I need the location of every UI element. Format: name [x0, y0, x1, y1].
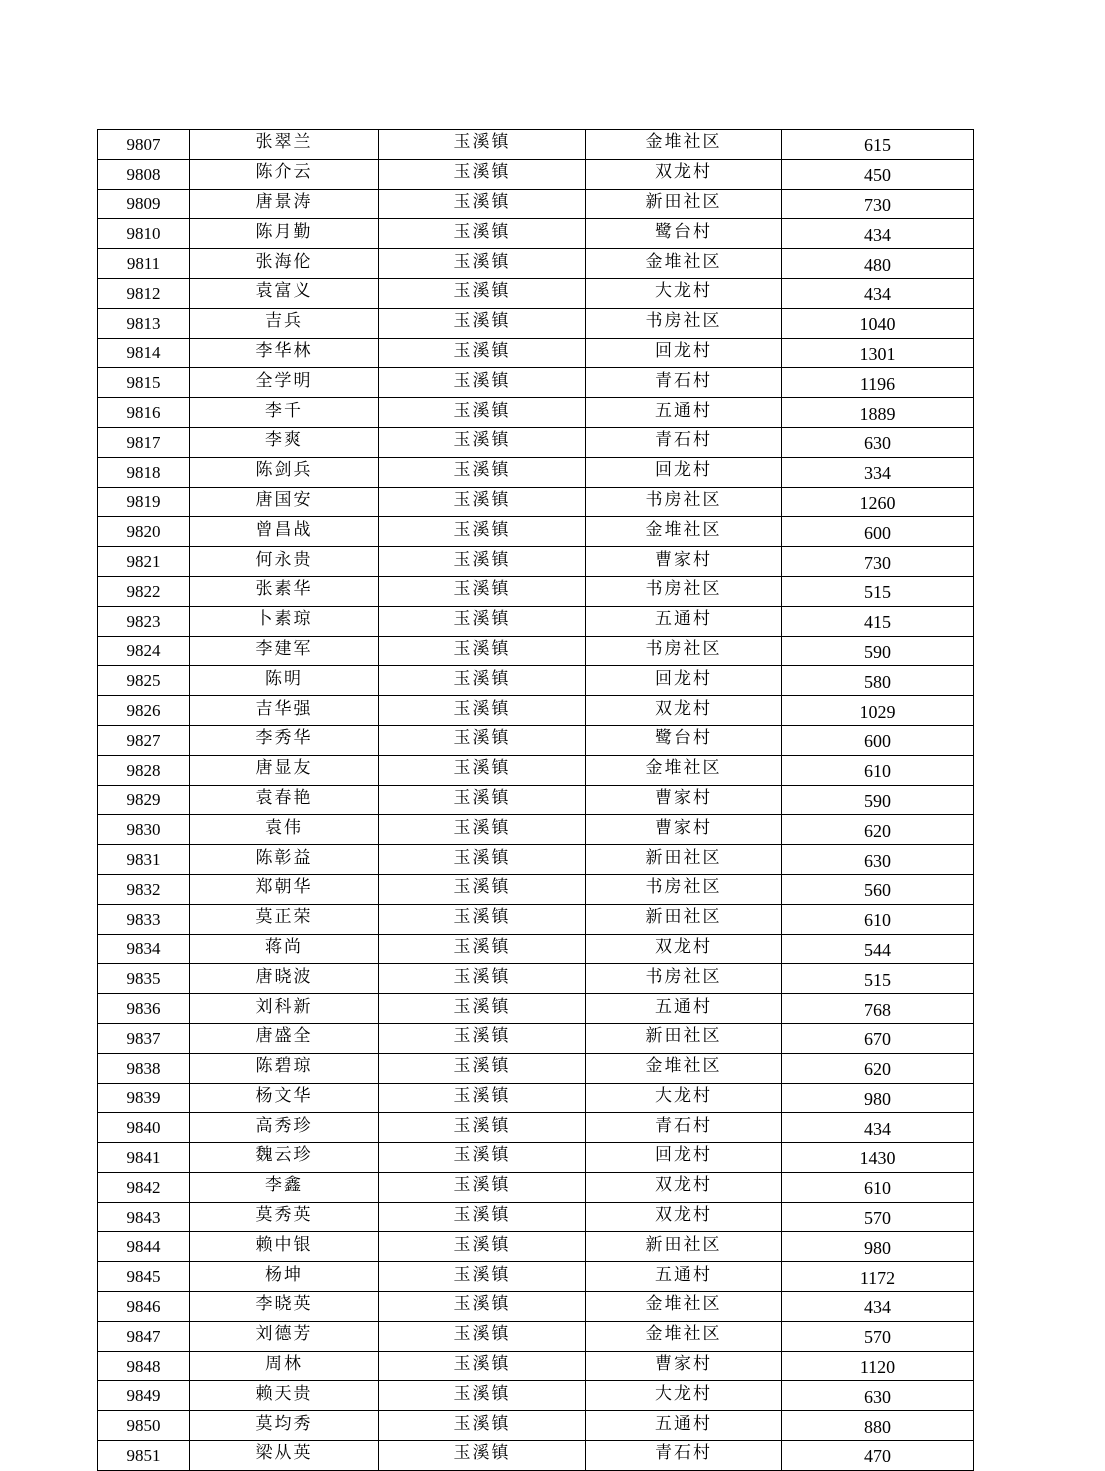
row-number-cell: 9830 — [98, 815, 190, 845]
amount-cell: 610 — [782, 1172, 974, 1202]
row-number-cell: 9835 — [98, 964, 190, 994]
name-cell: 赖中银 — [190, 1232, 379, 1262]
village-cell: 书房社区 — [586, 487, 782, 517]
town-cell: 玉溪镇 — [379, 368, 586, 398]
table-body — [98, 130, 974, 1471]
row-number-cell: 9845 — [98, 1262, 190, 1292]
row-number-cell: 9814 — [98, 338, 190, 368]
table-row — [98, 1053, 974, 1083]
town-cell: 玉溪镇 — [379, 487, 586, 517]
name-cell: 吉华强 — [190, 696, 379, 726]
village-cell: 五通村 — [586, 1411, 782, 1441]
name-cell: 陈碧琼 — [190, 1053, 379, 1083]
row-number-cell: 9841 — [98, 1143, 190, 1173]
name-cell: 魏云珍 — [190, 1143, 379, 1173]
village-cell: 金堆社区 — [586, 130, 782, 160]
village-cell: 书房社区 — [586, 576, 782, 606]
town-cell: 玉溪镇 — [379, 1023, 586, 1053]
name-cell: 吉兵 — [190, 308, 379, 338]
table-row — [98, 249, 974, 279]
town-cell: 玉溪镇 — [379, 1202, 586, 1232]
amount-cell: 434 — [782, 278, 974, 308]
amount-cell: 434 — [782, 219, 974, 249]
name-cell: 李晓英 — [190, 1292, 379, 1322]
name-cell: 唐景涛 — [190, 189, 379, 219]
amount-cell: 470 — [782, 1441, 974, 1471]
row-number-cell: 9838 — [98, 1053, 190, 1083]
amount-cell: 630 — [782, 427, 974, 457]
name-cell: 袁春艳 — [190, 785, 379, 815]
amount-cell: 730 — [782, 547, 974, 577]
name-cell: 李华林 — [190, 338, 379, 368]
row-number-cell: 9810 — [98, 219, 190, 249]
name-cell: 曾昌战 — [190, 517, 379, 547]
town-cell: 玉溪镇 — [379, 1351, 586, 1381]
row-number-cell: 9813 — [98, 308, 190, 338]
village-cell: 书房社区 — [586, 964, 782, 994]
row-number-cell: 9812 — [98, 278, 190, 308]
table-row — [98, 1292, 974, 1322]
row-number-cell: 9833 — [98, 904, 190, 934]
name-cell: 杨文华 — [190, 1083, 379, 1113]
table-row — [98, 755, 974, 785]
amount-cell: 600 — [782, 725, 974, 755]
name-cell: 刘德芳 — [190, 1321, 379, 1351]
name-cell: 莫秀英 — [190, 1202, 379, 1232]
town-cell: 玉溪镇 — [379, 1143, 586, 1173]
amount-cell: 1120 — [782, 1351, 974, 1381]
village-cell: 金堆社区 — [586, 1053, 782, 1083]
name-cell: 袁伟 — [190, 815, 379, 845]
amount-cell: 615 — [782, 130, 974, 160]
row-number-cell: 9821 — [98, 547, 190, 577]
town-cell: 玉溪镇 — [379, 1441, 586, 1471]
town-cell: 玉溪镇 — [379, 130, 586, 160]
name-cell: 陈介云 — [190, 159, 379, 189]
table-row — [98, 1381, 974, 1411]
table-row — [98, 576, 974, 606]
table-row — [98, 1262, 974, 1292]
town-cell: 玉溪镇 — [379, 517, 586, 547]
row-number-cell: 9847 — [98, 1321, 190, 1351]
name-cell: 唐晓波 — [190, 964, 379, 994]
row-number-cell: 9836 — [98, 994, 190, 1024]
town-cell: 玉溪镇 — [379, 994, 586, 1024]
village-cell: 金堆社区 — [586, 517, 782, 547]
table-row — [98, 398, 974, 428]
name-cell: 卜素琼 — [190, 606, 379, 636]
table-row — [98, 904, 974, 934]
amount-cell: 590 — [782, 785, 974, 815]
town-cell: 玉溪镇 — [379, 934, 586, 964]
row-number-cell: 9809 — [98, 189, 190, 219]
amount-cell: 570 — [782, 1321, 974, 1351]
amount-cell: 515 — [782, 576, 974, 606]
table-row — [98, 666, 974, 696]
village-cell: 金堆社区 — [586, 755, 782, 785]
town-cell: 玉溪镇 — [379, 606, 586, 636]
town-cell: 玉溪镇 — [379, 278, 586, 308]
village-cell: 大龙村 — [586, 1381, 782, 1411]
village-cell: 回龙村 — [586, 457, 782, 487]
table-row — [98, 845, 974, 875]
amount-cell: 980 — [782, 1232, 974, 1262]
village-cell: 回龙村 — [586, 1143, 782, 1173]
town-cell: 玉溪镇 — [379, 576, 586, 606]
village-cell: 鹭台村 — [586, 219, 782, 249]
name-cell: 李千 — [190, 398, 379, 428]
amount-cell: 980 — [782, 1083, 974, 1113]
village-cell: 双龙村 — [586, 159, 782, 189]
name-cell: 张素华 — [190, 576, 379, 606]
town-cell: 玉溪镇 — [379, 815, 586, 845]
town-cell: 玉溪镇 — [379, 845, 586, 875]
village-cell: 双龙村 — [586, 1172, 782, 1202]
row-number-cell: 9844 — [98, 1232, 190, 1262]
name-cell: 周林 — [190, 1351, 379, 1381]
amount-cell: 560 — [782, 874, 974, 904]
village-cell: 新田社区 — [586, 904, 782, 934]
name-cell: 梁从英 — [190, 1441, 379, 1471]
village-cell: 大龙村 — [586, 278, 782, 308]
town-cell: 玉溪镇 — [379, 874, 586, 904]
row-number-cell: 9834 — [98, 934, 190, 964]
name-cell: 全学明 — [190, 368, 379, 398]
town-cell: 玉溪镇 — [379, 696, 586, 726]
table-row — [98, 1202, 974, 1232]
village-cell: 青石村 — [586, 1441, 782, 1471]
amount-cell: 620 — [782, 1053, 974, 1083]
row-number-cell: 9811 — [98, 249, 190, 279]
amount-cell: 590 — [782, 636, 974, 666]
village-cell: 回龙村 — [586, 338, 782, 368]
name-cell: 张翠兰 — [190, 130, 379, 160]
name-cell: 李建军 — [190, 636, 379, 666]
table-row — [98, 159, 974, 189]
town-cell: 玉溪镇 — [379, 666, 586, 696]
name-cell: 唐国安 — [190, 487, 379, 517]
table-row — [98, 1143, 974, 1173]
name-cell: 赖天贵 — [190, 1381, 379, 1411]
town-cell: 玉溪镇 — [379, 1292, 586, 1322]
name-cell: 陈明 — [190, 666, 379, 696]
name-cell: 高秀珍 — [190, 1113, 379, 1143]
village-cell: 五通村 — [586, 398, 782, 428]
village-cell: 五通村 — [586, 994, 782, 1024]
village-cell: 鹭台村 — [586, 725, 782, 755]
name-cell: 刘科新 — [190, 994, 379, 1024]
amount-cell: 1172 — [782, 1262, 974, 1292]
row-number-cell: 9848 — [98, 1351, 190, 1381]
town-cell: 玉溪镇 — [379, 308, 586, 338]
name-cell: 李鑫 — [190, 1172, 379, 1202]
table-row — [98, 785, 974, 815]
row-number-cell: 9843 — [98, 1202, 190, 1232]
amount-cell: 434 — [782, 1113, 974, 1143]
town-cell: 玉溪镇 — [379, 1053, 586, 1083]
town-cell: 玉溪镇 — [379, 636, 586, 666]
town-cell: 玉溪镇 — [379, 1381, 586, 1411]
village-cell: 曹家村 — [586, 547, 782, 577]
row-number-cell: 9840 — [98, 1113, 190, 1143]
village-cell: 五通村 — [586, 606, 782, 636]
village-cell: 曹家村 — [586, 1351, 782, 1381]
town-cell: 玉溪镇 — [379, 1083, 586, 1113]
town-cell: 玉溪镇 — [379, 725, 586, 755]
table-row — [98, 994, 974, 1024]
table-row — [98, 934, 974, 964]
table-row — [98, 1321, 974, 1351]
village-cell: 双龙村 — [586, 696, 782, 726]
table-row — [98, 874, 974, 904]
amount-cell: 515 — [782, 964, 974, 994]
name-cell: 李秀华 — [190, 725, 379, 755]
amount-cell: 480 — [782, 249, 974, 279]
row-number-cell: 9807 — [98, 130, 190, 160]
amount-cell: 730 — [782, 189, 974, 219]
amount-cell: 415 — [782, 606, 974, 636]
table-row — [98, 1232, 974, 1262]
table-row — [98, 1083, 974, 1113]
name-cell: 唐显友 — [190, 755, 379, 785]
village-cell: 新田社区 — [586, 189, 782, 219]
name-cell: 唐盛全 — [190, 1023, 379, 1053]
name-cell: 何永贵 — [190, 547, 379, 577]
amount-cell: 1430 — [782, 1143, 974, 1173]
town-cell: 玉溪镇 — [379, 964, 586, 994]
table-row — [98, 606, 974, 636]
row-number-cell: 9820 — [98, 517, 190, 547]
table-row — [98, 130, 974, 160]
amount-cell: 580 — [782, 666, 974, 696]
recipient-table — [97, 129, 974, 1471]
table-row — [98, 487, 974, 517]
amount-cell: 600 — [782, 517, 974, 547]
table-row — [98, 1441, 974, 1471]
village-cell: 书房社区 — [586, 308, 782, 338]
row-number-cell: 9842 — [98, 1172, 190, 1202]
row-number-cell: 9839 — [98, 1083, 190, 1113]
row-number-cell: 9829 — [98, 785, 190, 815]
village-cell: 双龙村 — [586, 1202, 782, 1232]
table-row — [98, 457, 974, 487]
amount-cell: 610 — [782, 904, 974, 934]
row-number-cell: 9815 — [98, 368, 190, 398]
row-number-cell: 9825 — [98, 666, 190, 696]
name-cell: 莫均秀 — [190, 1411, 379, 1441]
row-number-cell: 9822 — [98, 576, 190, 606]
table-row — [98, 725, 974, 755]
village-cell: 曹家村 — [586, 815, 782, 845]
town-cell: 玉溪镇 — [379, 547, 586, 577]
name-cell: 杨坤 — [190, 1262, 379, 1292]
table-row — [98, 964, 974, 994]
amount-cell: 1301 — [782, 338, 974, 368]
row-number-cell: 9837 — [98, 1023, 190, 1053]
amount-cell: 620 — [782, 815, 974, 845]
table-row — [98, 815, 974, 845]
town-cell: 玉溪镇 — [379, 904, 586, 934]
table-row — [98, 427, 974, 457]
town-cell: 玉溪镇 — [379, 249, 586, 279]
table-row — [98, 278, 974, 308]
village-cell: 书房社区 — [586, 636, 782, 666]
table-row — [98, 1172, 974, 1202]
town-cell: 玉溪镇 — [379, 1321, 586, 1351]
amount-cell: 1040 — [782, 308, 974, 338]
table-row — [98, 1023, 974, 1053]
village-cell: 新田社区 — [586, 1232, 782, 1262]
town-cell: 玉溪镇 — [379, 219, 586, 249]
town-cell: 玉溪镇 — [379, 1172, 586, 1202]
table-row — [98, 547, 974, 577]
row-number-cell: 9827 — [98, 725, 190, 755]
table-row — [98, 368, 974, 398]
table-row — [98, 338, 974, 368]
name-cell: 张海伦 — [190, 249, 379, 279]
village-cell: 青石村 — [586, 368, 782, 398]
village-cell: 青石村 — [586, 427, 782, 457]
town-cell: 玉溪镇 — [379, 1411, 586, 1441]
row-number-cell: 9851 — [98, 1441, 190, 1471]
town-cell: 玉溪镇 — [379, 159, 586, 189]
town-cell: 玉溪镇 — [379, 1262, 586, 1292]
table-row — [98, 189, 974, 219]
village-cell: 金堆社区 — [586, 1292, 782, 1322]
name-cell: 陈月勤 — [190, 219, 379, 249]
village-cell: 五通村 — [586, 1262, 782, 1292]
village-cell: 新田社区 — [586, 845, 782, 875]
row-number-cell: 9832 — [98, 874, 190, 904]
amount-cell: 630 — [782, 1381, 974, 1411]
amount-cell: 450 — [782, 159, 974, 189]
amount-cell: 1889 — [782, 398, 974, 428]
town-cell: 玉溪镇 — [379, 398, 586, 428]
name-cell: 陈剑兵 — [190, 457, 379, 487]
town-cell: 玉溪镇 — [379, 189, 586, 219]
village-cell: 回龙村 — [586, 666, 782, 696]
name-cell: 莫正荣 — [190, 904, 379, 934]
village-cell: 双龙村 — [586, 934, 782, 964]
row-number-cell: 9831 — [98, 845, 190, 875]
name-cell: 蒋尚 — [190, 934, 379, 964]
row-number-cell: 9850 — [98, 1411, 190, 1441]
town-cell: 玉溪镇 — [379, 457, 586, 487]
table-row — [98, 1113, 974, 1143]
village-cell: 金堆社区 — [586, 1321, 782, 1351]
amount-cell: 434 — [782, 1292, 974, 1322]
village-cell: 大龙村 — [586, 1083, 782, 1113]
village-cell: 青石村 — [586, 1113, 782, 1143]
amount-cell: 768 — [782, 994, 974, 1024]
village-cell: 书房社区 — [586, 874, 782, 904]
village-cell: 新田社区 — [586, 1023, 782, 1053]
village-cell: 金堆社区 — [586, 249, 782, 279]
table-row — [98, 308, 974, 338]
town-cell: 玉溪镇 — [379, 755, 586, 785]
row-number-cell: 9846 — [98, 1292, 190, 1322]
table-row — [98, 636, 974, 666]
table-row — [98, 696, 974, 726]
table-row — [98, 219, 974, 249]
amount-cell: 1196 — [782, 368, 974, 398]
amount-cell: 610 — [782, 755, 974, 785]
amount-cell: 670 — [782, 1023, 974, 1053]
name-cell: 陈彰益 — [190, 845, 379, 875]
town-cell: 玉溪镇 — [379, 785, 586, 815]
row-number-cell: 9826 — [98, 696, 190, 726]
amount-cell: 1029 — [782, 696, 974, 726]
row-number-cell: 9828 — [98, 755, 190, 785]
amount-cell: 880 — [782, 1411, 974, 1441]
amount-cell: 630 — [782, 845, 974, 875]
amount-cell: 570 — [782, 1202, 974, 1232]
amount-cell: 544 — [782, 934, 974, 964]
amount-cell: 1260 — [782, 487, 974, 517]
row-number-cell: 9816 — [98, 398, 190, 428]
row-number-cell: 9823 — [98, 606, 190, 636]
amount-cell: 334 — [782, 457, 974, 487]
row-number-cell: 9808 — [98, 159, 190, 189]
row-number-cell: 9849 — [98, 1381, 190, 1411]
town-cell: 玉溪镇 — [379, 338, 586, 368]
row-number-cell: 9819 — [98, 487, 190, 517]
row-number-cell: 9818 — [98, 457, 190, 487]
row-number-cell: 9817 — [98, 427, 190, 457]
table-row — [98, 1411, 974, 1441]
town-cell: 玉溪镇 — [379, 1113, 586, 1143]
row-number-cell: 9824 — [98, 636, 190, 666]
name-cell: 袁富义 — [190, 278, 379, 308]
table-row — [98, 1351, 974, 1381]
table-row — [98, 517, 974, 547]
name-cell: 李爽 — [190, 427, 379, 457]
name-cell: 郑朝华 — [190, 874, 379, 904]
village-cell: 曹家村 — [586, 785, 782, 815]
town-cell: 玉溪镇 — [379, 427, 586, 457]
town-cell: 玉溪镇 — [379, 1232, 586, 1262]
